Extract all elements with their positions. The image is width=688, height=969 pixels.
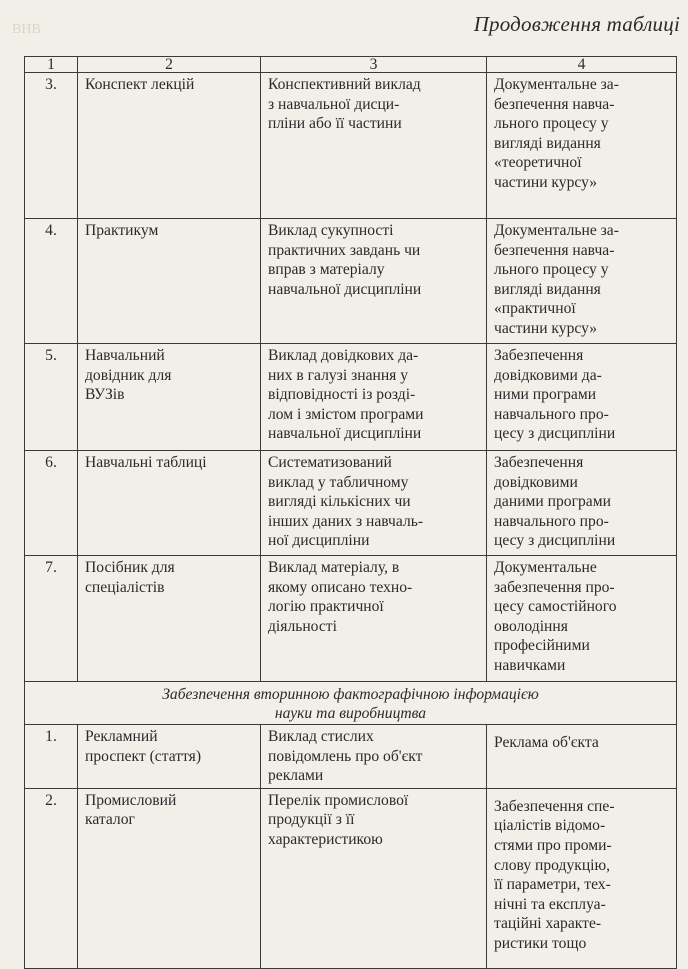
row-content: Систематизований виклад у табличному вигляді кількісних чи інших даних з навчаль- ної дисципліни <box>261 451 487 556</box>
row-name: Рекламний проспект (стаття) <box>78 725 261 789</box>
row-number: 5. <box>25 344 78 451</box>
table-row <box>25 556 677 682</box>
row-number: 4. <box>25 219 78 344</box>
row-name: Конспект лекцій <box>78 73 261 219</box>
row-number: 7. <box>25 556 78 682</box>
row-number: 1. <box>25 725 78 789</box>
row-purpose: Забезпечення спе- ціалістів відомо- стями про проми- слову продукцію, її параметри, тех- нічні та експлуа- таційні характе- ристики тощо <box>487 788 677 968</box>
section-title: Забезпечення вторинною фактографічною інформацією науки та виробництва <box>25 682 677 725</box>
document-table <box>24 56 677 969</box>
header-cell-2: 2 <box>78 57 261 73</box>
header-cell-1: 1 <box>25 57 78 73</box>
row-purpose: Забезпечення довідковими да- ними програми навчального про- цесу з дисципліни <box>487 344 677 451</box>
table-row <box>25 344 677 451</box>
row-content: Виклад матеріалу, в якому описано техно- логію практичної діяльності <box>261 556 487 682</box>
row-number: 6. <box>25 451 78 556</box>
table-row <box>25 451 677 556</box>
row-name: Навчальні таблиці <box>78 451 261 556</box>
row-purpose: Документальне за- безпечення навча- льного процесу у вигляді видання «теоретичної частини курсу» <box>487 73 677 219</box>
row-content: Виклад сукупності практичних завдань чи вправ з матеріалу навчальної дисципліни <box>261 219 487 344</box>
table-row <box>25 73 677 219</box>
table-row <box>25 219 677 344</box>
row-purpose: Документальне за- безпечення навча- льного процесу у вигляді видання «практичної частини курсу» <box>487 219 677 344</box>
section-row <box>25 682 677 725</box>
table-row <box>25 788 677 968</box>
row-name: Практикум <box>78 219 261 344</box>
row-name: Промисловий каталог <box>78 788 261 968</box>
header-cell-3: 3 <box>261 57 487 73</box>
row-purpose: Забезпечення довідковими даними програми навчального про- цесу з дисципліни <box>487 451 677 556</box>
row-number: 3. <box>25 73 78 219</box>
row-purpose: Документальне забезпечення про- цесу самостійного оволодіння професійними навичками <box>487 556 677 682</box>
table-header-row <box>25 57 677 73</box>
row-content: Конспективний виклад з навчальної дисци- пліни або її частини <box>261 73 487 219</box>
row-content: Виклад стислих повідомлень про об'єкт реклами <box>261 725 487 789</box>
table-row <box>25 725 677 789</box>
row-content: Виклад довідкових да- них в галузі знання у відповідності із розді- лом і змістом програми навчальної дисципліни <box>261 344 487 451</box>
header-cell-4: 4 <box>487 57 677 73</box>
row-name: Навчальний довідник для ВУЗів <box>78 344 261 451</box>
row-purpose: Реклама об'єкта <box>487 725 677 789</box>
row-number: 2. <box>25 788 78 968</box>
row-name: Посібник для спеціалістів <box>78 556 261 682</box>
corner-mark: ВНВ <box>12 22 41 37</box>
continuation-heading: Продовження таблиці <box>473 12 680 36</box>
row-content: Перелік промислової продукції з її характеристикою <box>261 788 487 968</box>
